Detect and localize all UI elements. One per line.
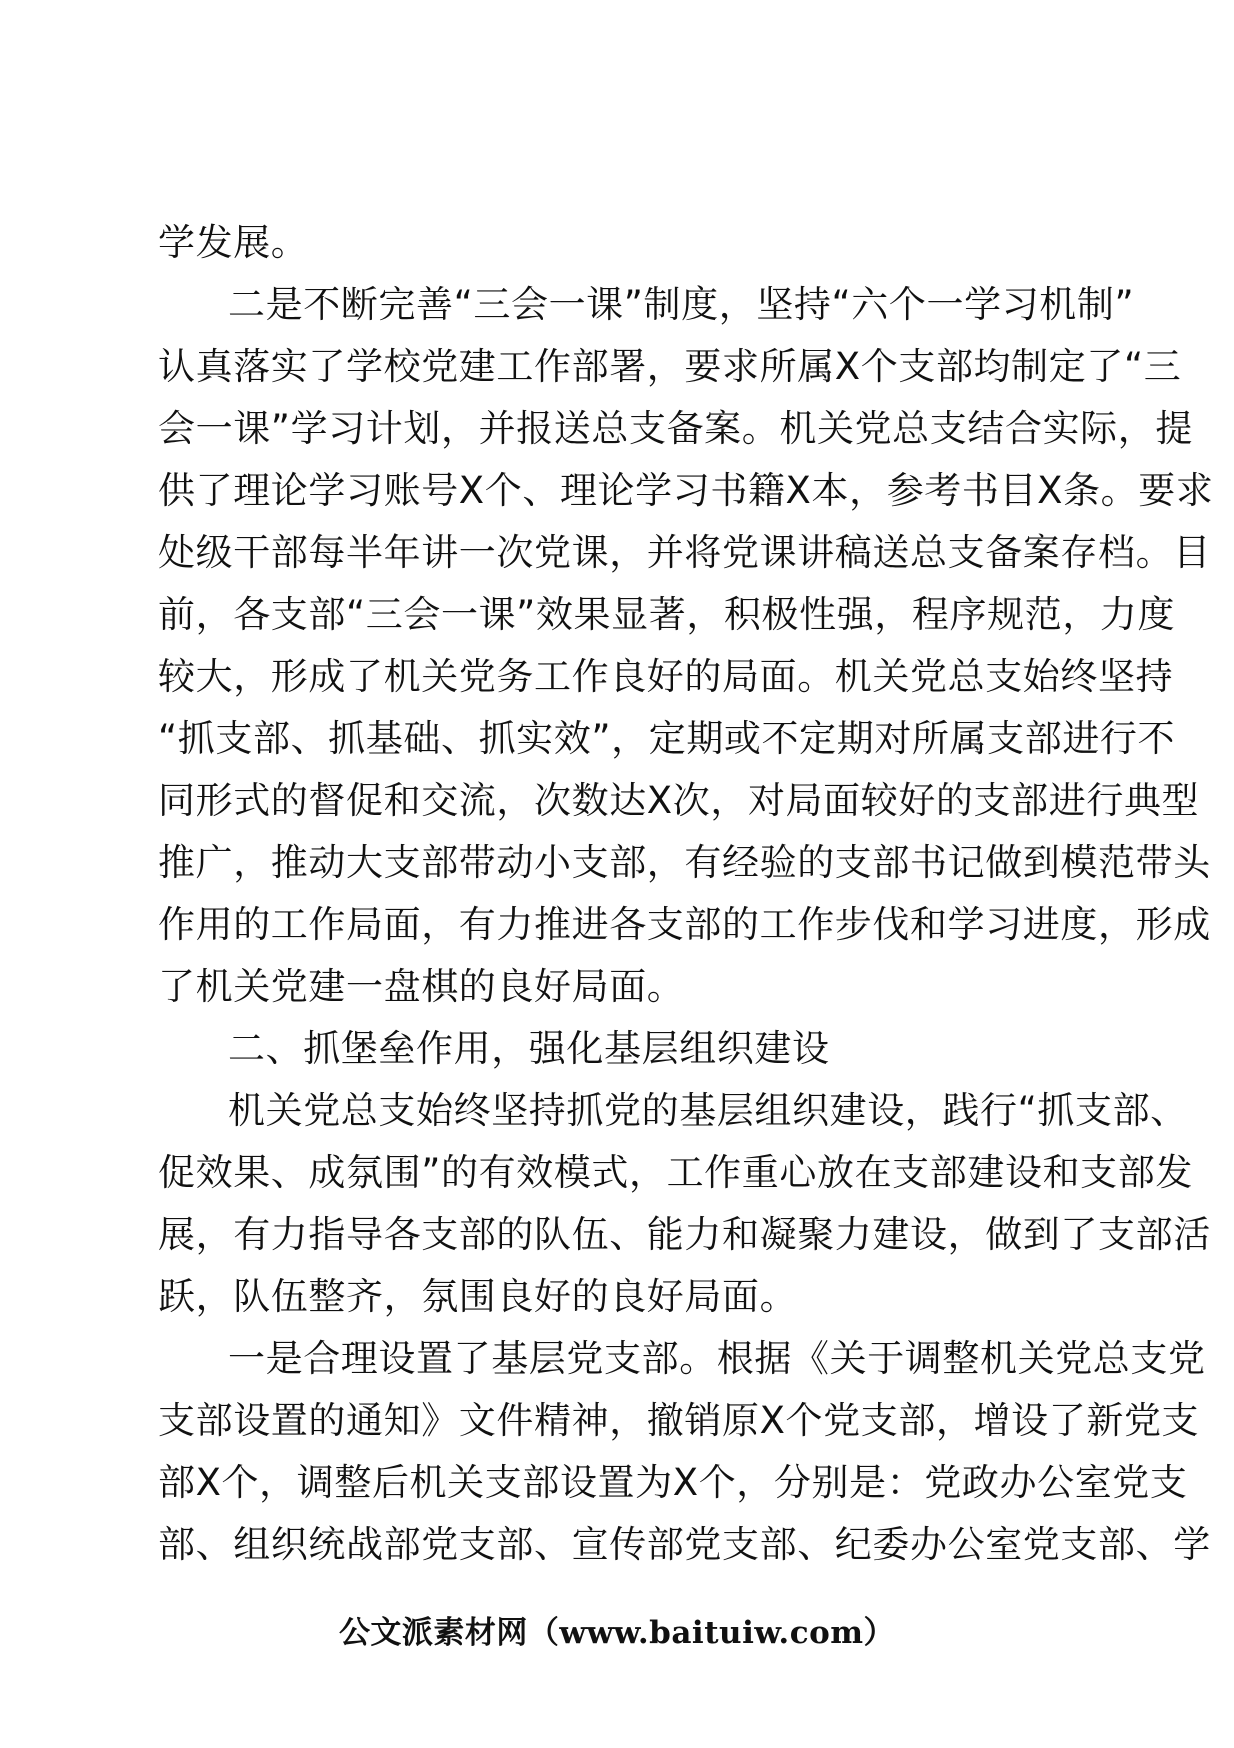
text-line: “抓支部、抓基础、抓实效”，定期或不定期对所属支部进行不 xyxy=(158,717,1176,760)
text-line: 促效果、成氛围”的有效模式，工作重心放在支部建设和支部发 xyxy=(158,1151,1193,1194)
text-line: 展，有力指导各支部的队伍、能力和凝聚力建设，做到了支部活 xyxy=(158,1213,1211,1256)
text-line: 部、组织统战部党支部、宣传部党支部、纪委办公室党支部、学 xyxy=(158,1523,1211,1566)
text-line: 处级干部每半年讲一次党课，并将党课讲稿送总支备案存档。目 xyxy=(158,531,1211,574)
text-line: 学发展。 xyxy=(158,221,309,264)
text-line: 认真落实了学校党建工作部署，要求所属X个支部均制定了“三 xyxy=(158,345,1182,388)
document-body xyxy=(158,212,1214,1576)
text-line: 前，各支部“三会一课”效果显著，积极性强，程序规范，力度 xyxy=(158,593,1176,636)
text-line: 了机关党建一盘棋的良好局面。 xyxy=(158,965,685,1008)
text-line: 会一课”学习计划，并报送总支备案。机关党总支结合实际，提 xyxy=(158,407,1193,450)
text-line: 作用的工作局面，有力推进各支部的工作步伐和学习进度，形成 xyxy=(158,903,1211,946)
text-line: 跃，队伍整齐，氛围良好的良好局面。 xyxy=(158,1275,798,1318)
text-line: 供了理论学习账号X个、理论学习书籍X本，参考书目X条。要求 xyxy=(158,469,1214,512)
section-heading: 二、抓堡垒作用，强化基层组织建设 xyxy=(228,1027,830,1070)
text-line: 推广，推动大支部带动小支部，有经验的支部书记做到模范带头 xyxy=(158,841,1211,884)
text-line: 一是合理设置了基层党支部。根据《关于调整机关党总支党 xyxy=(228,1337,1206,1380)
text-line: 同形式的督促和交流，次数达X次，对局面较好的支部进行典型 xyxy=(158,779,1200,822)
text-line: 二是不断完善“三会一课”制度，坚持“六个一学习机制” xyxy=(228,283,1135,326)
text-line: 支部设置的通知》文件精神，撤销原X个党支部，增设了新党支 xyxy=(158,1399,1200,1442)
text-line: 较大，形成了机关党务工作良好的局面。机关党总支始终坚持 xyxy=(158,655,1174,698)
text-line: 机关党总支始终坚持抓党的基层组织建设，践行“抓支部、 xyxy=(228,1089,1188,1132)
text-line: 部X个，调整后机关支部设置为X个，分别是：党政办公室党支 xyxy=(158,1461,1188,1504)
footer-watermark: 公文派素材网（www.baituiw.com） xyxy=(338,1615,896,1651)
